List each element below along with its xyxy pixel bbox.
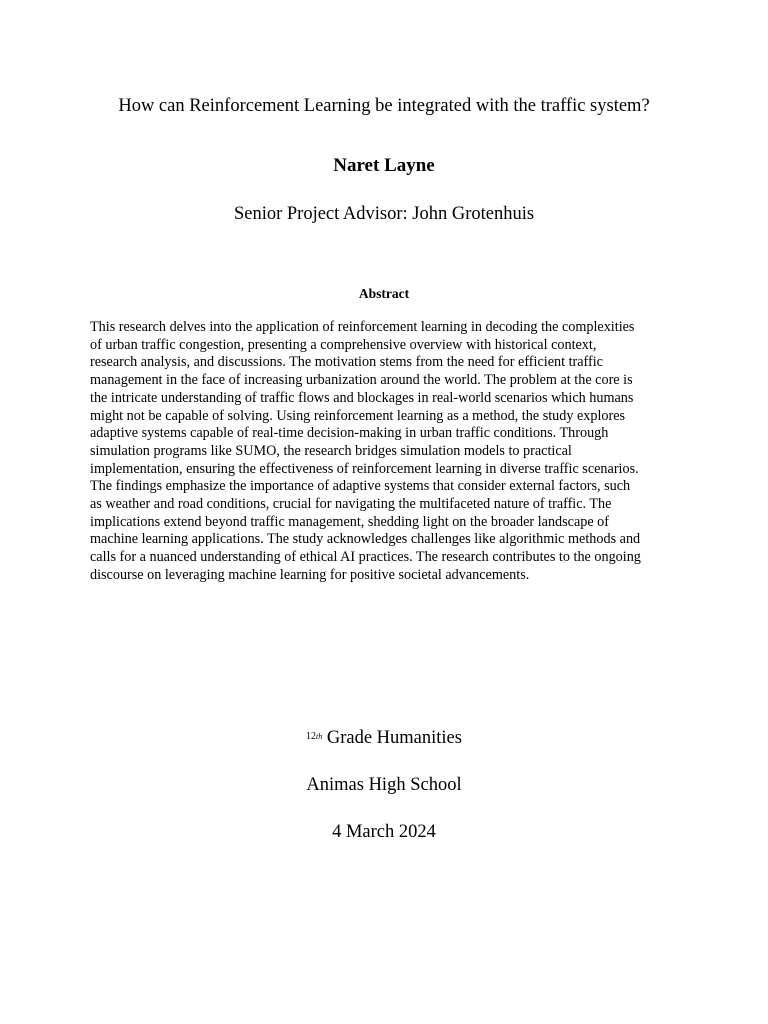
abstract-line: management in the face of increasing urbanization around the world. The problem at the core is <box>90 372 633 389</box>
abstract-line: implications extend beyond traffic management, shedding light on the broader landscape of <box>90 513 610 530</box>
abstract-line: the intricate understanding of traffic flows and blockages in real-world scenarios which humans <box>90 389 634 406</box>
abstract-body <box>90 319 678 585</box>
grade-number-value: 12 <box>306 731 316 742</box>
abstract-line: adaptive systems capable of real-time decision-making in urban traffic conditions. Through <box>90 425 609 442</box>
submission-date: 4 March 2024 <box>332 822 436 842</box>
school-name: Animas High School <box>306 775 462 795</box>
paper-title: How can Reinforcement Learning be integrated with the traffic system? <box>118 96 650 116</box>
abstract-line: implementation, ensuring the effectiveness of reinforcement learning in diverse traffic scenarios. <box>90 460 639 477</box>
abstract-line: simulation programs like SUMO, the research bridges simulation models to practical <box>90 442 572 459</box>
abstract-line: discourse on leveraging machine learning for positive societal advancements. <box>90 566 530 583</box>
abstract-line: machine learning applications. The study acknowledges challenges like algorithmic methods and <box>90 531 641 548</box>
grade-text: Grade Humanities <box>326 728 462 748</box>
abstract-line: as weather and road conditions, crucial for navigating the multifaceted nature of traffic. The <box>90 496 612 513</box>
grade-ordinal: th <box>316 732 323 741</box>
abstract-heading: Abstract <box>358 286 410 301</box>
grade-number <box>306 731 322 742</box>
grade-line <box>0 726 768 753</box>
author-name: Naret Layne <box>333 155 435 176</box>
abstract-line: This research delves into the application of reinforcement learning in decoding the complexities <box>90 319 635 335</box>
abstract-line: might not be capable of solving. Using reinforcement learning as a method, the study explores <box>90 407 626 424</box>
abstract-line: research analysis, and discussions. The motivation stems from the need for efficient traffic <box>90 354 603 371</box>
abstract-line: calls for a nuanced understanding of ethical AI practices. The research contributes to the ongoing <box>90 549 641 566</box>
abstract-line: The findings emphasize the importance of adaptive systems that consider external factors, such <box>90 478 631 495</box>
abstract-line: of urban traffic congestion, presenting a comprehensive overview with historical context, <box>90 336 597 353</box>
advisor-line: Senior Project Advisor: John Grotenhuis <box>233 204 535 224</box>
